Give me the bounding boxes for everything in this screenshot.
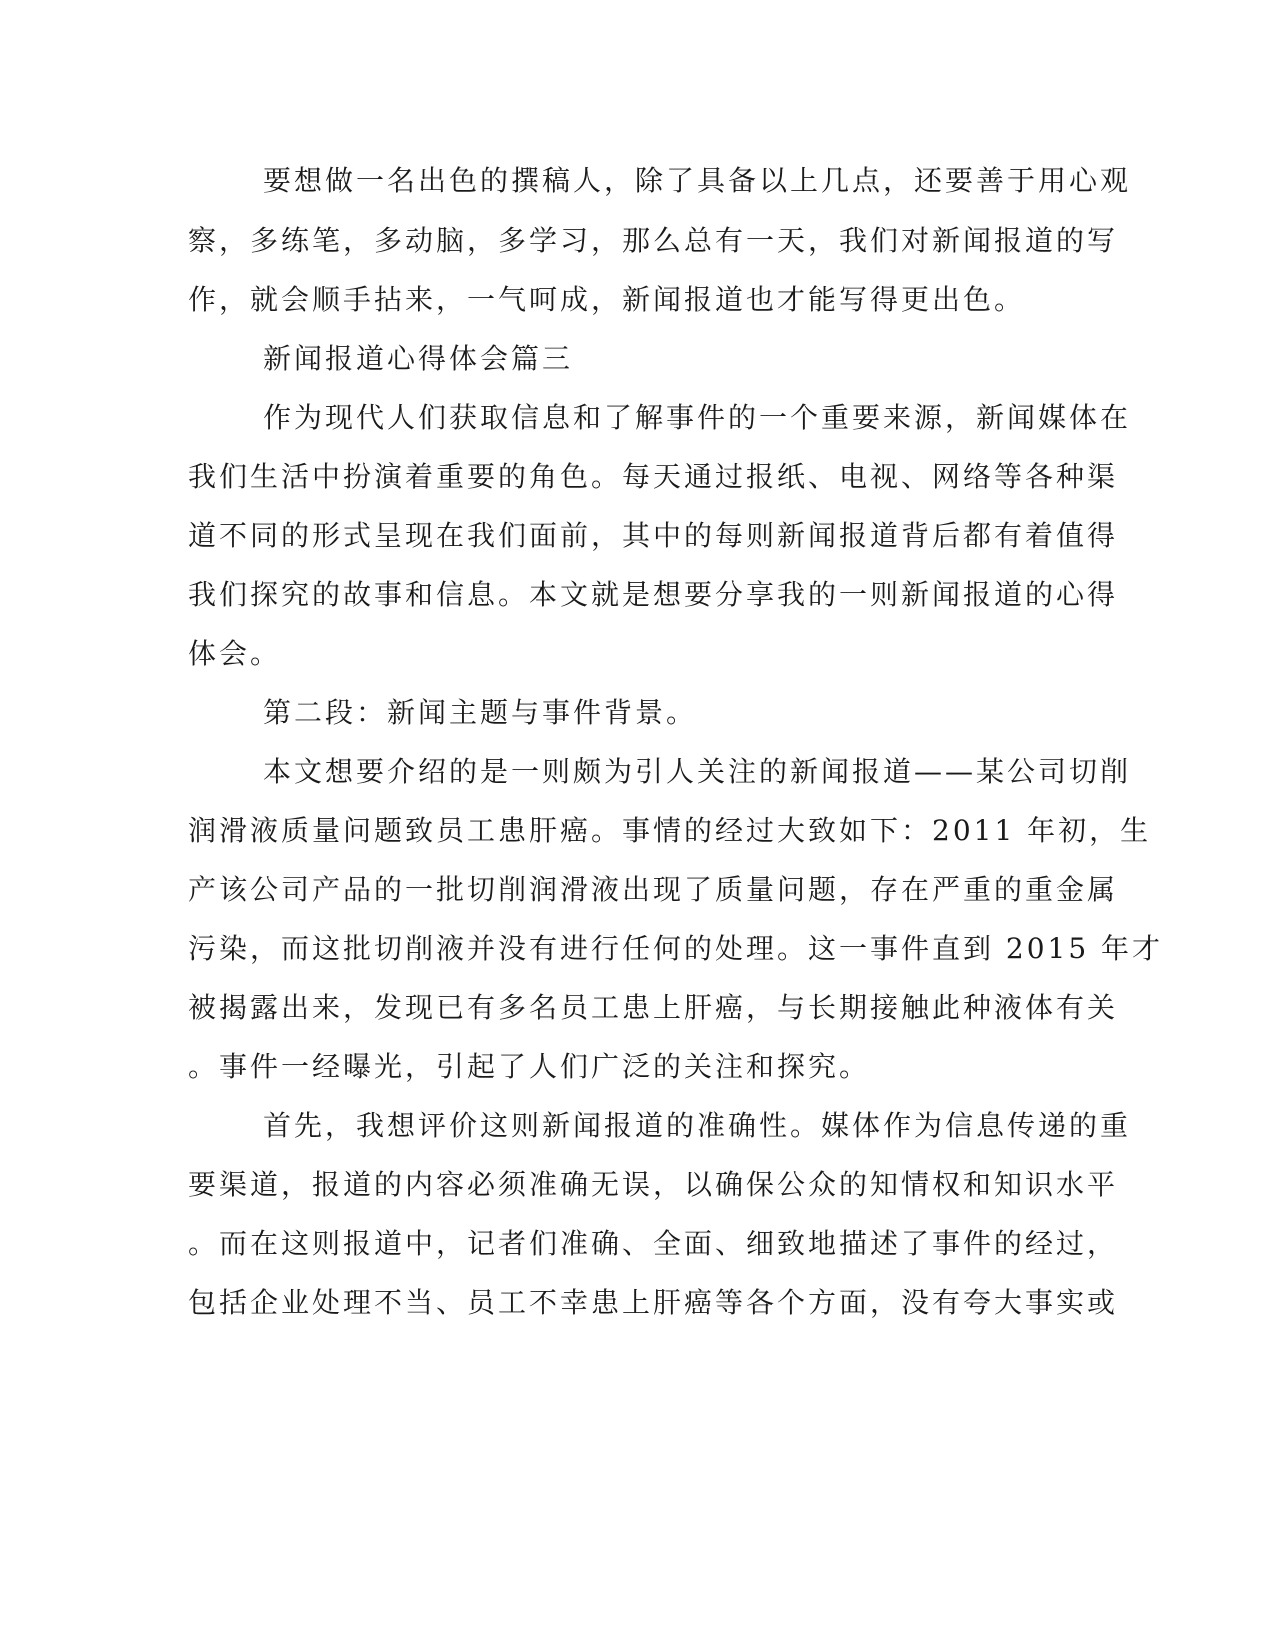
- text-line-11: 本文想要介绍的是一则颇为引人关注的新闻报道——某公司切削: [263, 755, 1132, 788]
- paragraph-heading: 第二段：新闻主题与事件背景。: [263, 696, 698, 729]
- text-line-16: 。事件一经曝光，引起了人们广泛的关注和探究。: [188, 1050, 871, 1083]
- text-line-2: 察，多练笔，多动脑，多学习，那么总有一天，我们对新闻报道的写: [188, 224, 1119, 257]
- text-line-17: 首先，我想评价这则新闻报道的准确性。媒体作为信息传递的重: [263, 1109, 1132, 1142]
- text-line-8: 我们探究的故事和信息。本文就是想要分享我的一则新闻报道的心得: [188, 578, 1119, 611]
- text-line-14: 污染，而这批切削液并没有进行任何的处理。这一事件直到 2015 年才: [188, 932, 1164, 965]
- section-heading: 新闻报道心得体会篇三: [263, 342, 574, 375]
- text-line-18: 要渠道，报道的内容必须准确无误，以确保公众的知情权和知识水平: [188, 1168, 1119, 1201]
- text-line-20: 包括企业处理不当、员工不幸患上肝癌等各个方面，没有夸大事实或: [188, 1286, 1119, 1319]
- text-line-13: 产该公司产品的一批切削润滑液出现了质量问题，存在严重的重金属: [188, 873, 1119, 906]
- text-line-5: 作为现代人们获取信息和了解事件的一个重要来源，新闻媒体在: [263, 401, 1132, 434]
- text-line-1: 要想做一名出色的撰稿人，除了具备以上几点，还要善于用心观: [263, 164, 1132, 197]
- text-line-9: 体会。: [188, 637, 282, 670]
- text-line-12: 润滑液质量问题致员工患肝癌。事情的经过大致如下：2011 年初，生: [188, 814, 1152, 847]
- text-line-19: 。而在这则报道中，记者们准确、全面、细致地描述了事件的经过，: [188, 1227, 1119, 1260]
- text-line-6: 我们生活中扮演着重要的角色。每天通过报纸、电视、网络等各种渠: [188, 460, 1119, 493]
- text-line-7: 道不同的形式呈现在我们面前，其中的每则新闻报道背后都有着值得: [188, 519, 1119, 552]
- text-line-15: 被揭露出来，发现已有多名员工患上肝癌，与长期接触此种液体有关: [188, 991, 1119, 1024]
- text-line-3: 作，就会顺手拈来，一气呵成，新闻报道也才能写得更出色。: [188, 283, 1026, 316]
